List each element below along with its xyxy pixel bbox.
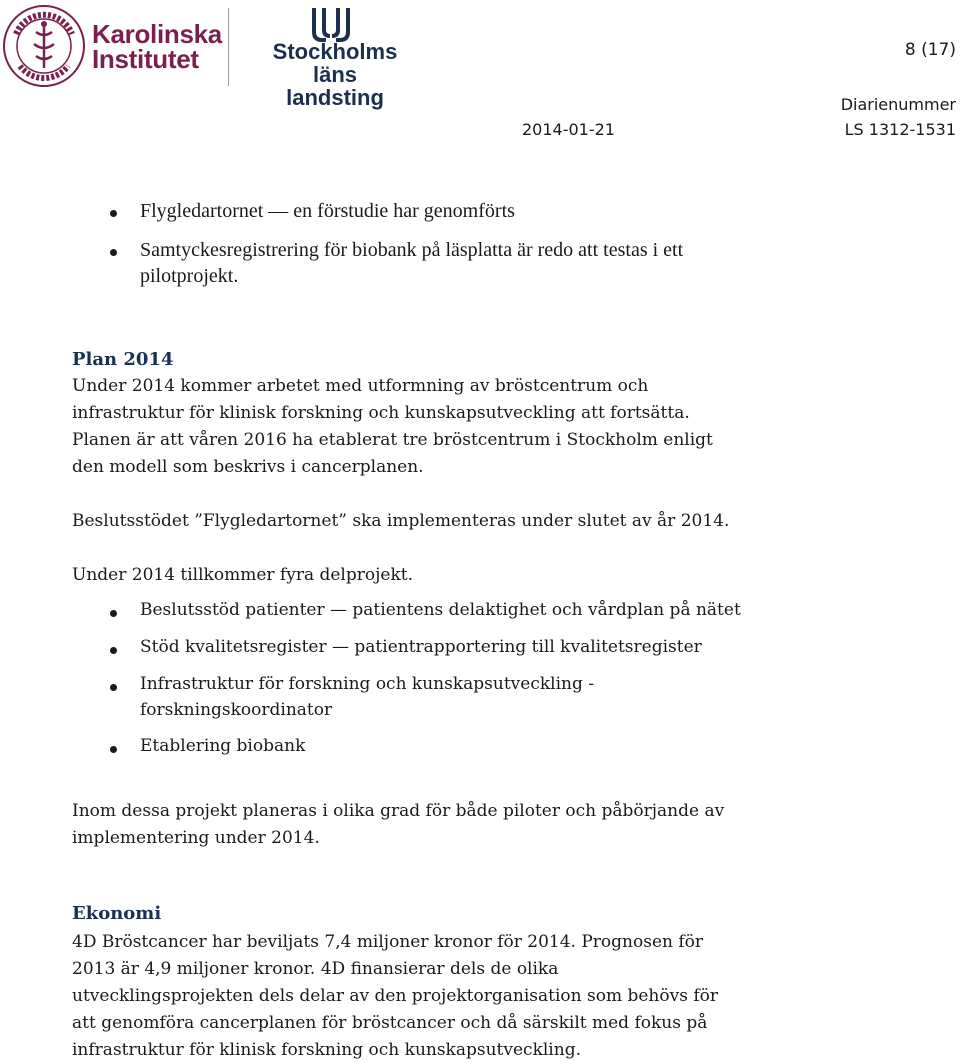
bullet-icon (110, 610, 117, 617)
decision-paragraph: Beslutsstödet ”Flygledartornet” ska implementeras under slutet av år 2014. (72, 511, 730, 531)
sll-wordmark: Stockholms läns landsting (272, 39, 398, 110)
section-heading-economy: Ekonomi (72, 903, 162, 924)
diarienummer-label: Diarienummer (840, 95, 956, 114)
bullet-icon (110, 746, 117, 753)
bullet-icon (110, 647, 117, 654)
bullet-icon (110, 210, 117, 217)
logo-divider (228, 8, 229, 86)
karolinska-wordmark: Karolinska Institutet (92, 19, 222, 74)
section-heading-plan: Plan 2014 (72, 349, 174, 370)
bullet-icon (110, 249, 117, 256)
bullet-icon (110, 684, 117, 691)
subprojects-intro: Under 2014 tillkommer fyra delprojekt. (72, 565, 413, 585)
document-date: 2014-01-21 (522, 120, 615, 139)
page-number: 8 (17) (904, 40, 956, 60)
karolinska-seal-logo (2, 4, 86, 88)
diarienummer-value: LS 1312-1531 (844, 120, 956, 139)
page-header (0, 0, 960, 150)
